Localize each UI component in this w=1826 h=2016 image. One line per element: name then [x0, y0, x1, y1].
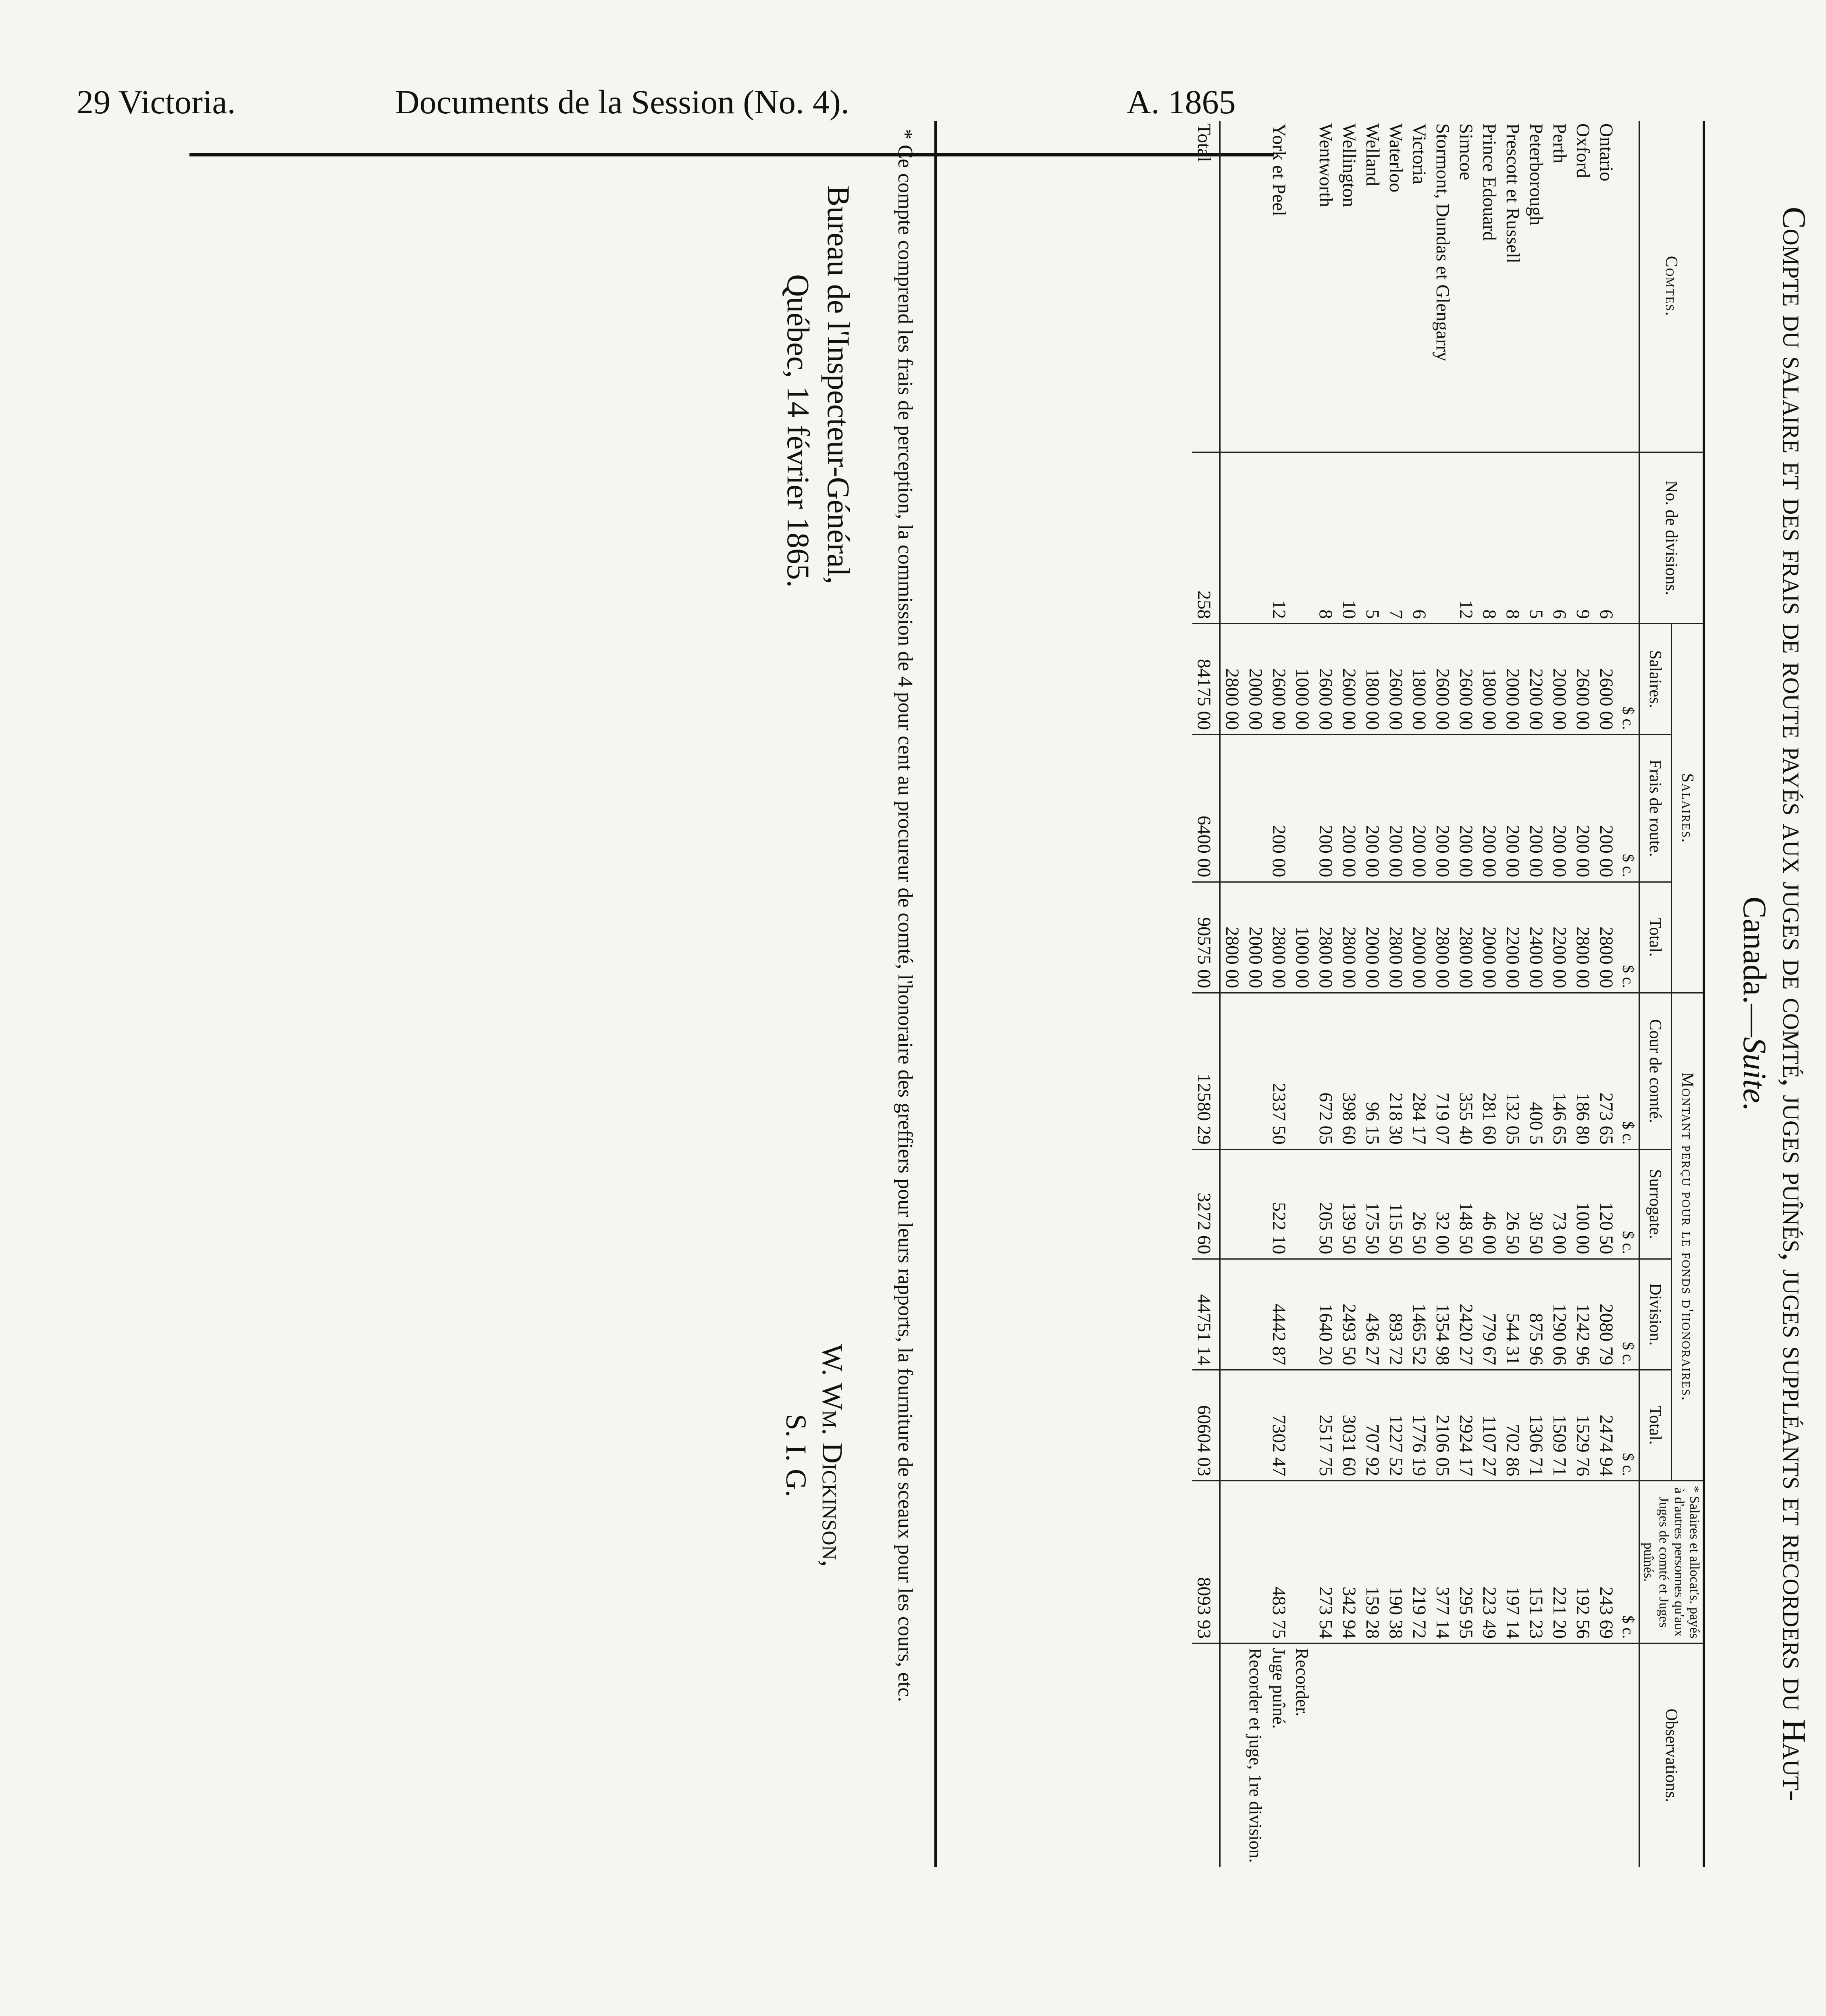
col-comtes: Comtes.	[1639, 121, 1703, 452]
cell-route: 200 00	[1478, 735, 1501, 882]
cell-div	[1244, 452, 1267, 624]
cell-sal: 1800 00	[1361, 624, 1384, 735]
total-row	[1192, 121, 1220, 1867]
unit-cell: $ c.	[1618, 1370, 1639, 1481]
cell-sal: 1800 00	[1478, 624, 1501, 735]
title-line-1: Compte du salaire et des frais de route payés aux juges de comté, juges puînés, juges suppléants et recorders du Haut-	[1776, 206, 1813, 1801]
cell-div: 5	[1524, 452, 1548, 624]
cell-route: 200 00	[1337, 735, 1361, 882]
table-row	[1478, 121, 1501, 1867]
total-route: 6400 00	[1192, 735, 1220, 882]
cell-county: Prescott et Russell	[1502, 123, 1523, 264]
unit-cell: $ c.	[1618, 1149, 1639, 1259]
col-group-montant: Montant perçu pour le fonds d'honoraires.	[1671, 993, 1703, 1481]
cell-cour: 96 15	[1361, 993, 1384, 1149]
cell-alloc	[1291, 1481, 1314, 1643]
cell-tsal: 2800 00	[1454, 882, 1478, 993]
cell-sal: 2000 00	[1244, 624, 1267, 735]
cell-tsal: 2000 00	[1361, 882, 1384, 993]
bureau-line-1: Bureau de l'Inspecteur-Général,	[821, 185, 856, 585]
cell-county: Ontario	[1596, 123, 1617, 181]
cell-surr: 30 50	[1524, 1149, 1548, 1259]
cell-sal: 1000 00	[1291, 624, 1314, 735]
cell-tmont: 3031 60	[1337, 1370, 1361, 1481]
cell-divn: 4442 87	[1267, 1259, 1291, 1370]
cell-tmont: 1529 76	[1571, 1370, 1595, 1481]
cell-alloc: 192 56	[1571, 1481, 1595, 1643]
table-row	[1384, 121, 1408, 1867]
total-label: Total	[1192, 121, 1220, 452]
cell-obs: Recorder.	[1291, 1643, 1314, 1867]
header-right: A. 1865	[1127, 83, 1236, 121]
total-tsal: 90575 00	[1192, 882, 1220, 993]
cell-tmont	[1291, 1370, 1314, 1481]
table-row	[1431, 121, 1454, 1867]
col-cour-comte: Cour de comté.	[1639, 993, 1672, 1149]
cell-surr	[1244, 1149, 1267, 1259]
cell-tmont	[1244, 1370, 1267, 1481]
col-group-salaires: Salaires.	[1671, 624, 1703, 993]
cell-alloc: 190 38	[1384, 1481, 1408, 1643]
unit-cell: $ c.	[1618, 993, 1639, 1149]
cell-sal: 2200 00	[1524, 624, 1548, 735]
cell-alloc: 159 28	[1361, 1481, 1384, 1643]
cell-div	[1431, 452, 1454, 624]
table-row	[1454, 121, 1478, 1867]
cell-route: 200 00	[1571, 735, 1595, 882]
cell-route: 200 00	[1548, 735, 1571, 882]
cell-sal: 2000 00	[1501, 624, 1524, 735]
cell-cour	[1291, 993, 1314, 1149]
cell-divn: 2420 27	[1454, 1259, 1478, 1370]
cell-tsal: 2800 00	[1571, 882, 1595, 993]
cell-route	[1244, 735, 1267, 882]
cell-tmont: 1776 19	[1408, 1370, 1431, 1481]
cell-divn: 893 72	[1384, 1259, 1408, 1370]
cell-tmont: 7302 47	[1267, 1370, 1291, 1481]
bureau-block	[778, 185, 859, 588]
unit-cell: $ c.	[1618, 882, 1639, 993]
cell-tsal: 2800 00	[1431, 882, 1454, 993]
cell-tmont: 1509 71	[1548, 1370, 1571, 1481]
title-line-2: Canada.—	[1737, 896, 1773, 1037]
col-frais-route: Frais de route.	[1639, 735, 1672, 882]
cell-divn	[1291, 1259, 1314, 1370]
cell-surr: 46 00	[1478, 1149, 1501, 1259]
cell-div: 8	[1501, 452, 1524, 624]
cell-cour: 719 07	[1431, 993, 1454, 1149]
col-divisions: No. de divisions.	[1639, 452, 1703, 624]
cell-route	[1220, 735, 1244, 882]
signature-block	[778, 1113, 851, 1798]
cell-tmont: 2106 05	[1431, 1370, 1454, 1481]
cell-divn: 1242 96	[1571, 1259, 1595, 1370]
cell-county: Oxford	[1572, 123, 1593, 178]
cell-obs	[1454, 1643, 1478, 1867]
cell-cour: 186 80	[1571, 993, 1595, 1149]
cell-tmont: 2474 94	[1595, 1370, 1618, 1481]
cell-county: Wentworth	[1315, 123, 1336, 207]
table-row	[1244, 121, 1267, 1867]
cell-surr: 139 50	[1337, 1149, 1361, 1259]
cell-cour: 281 60	[1478, 993, 1501, 1149]
cell-alloc: 151 23	[1524, 1481, 1548, 1643]
cell-surr: 26 50	[1408, 1149, 1431, 1259]
cell-sal: 2600 00	[1337, 624, 1361, 735]
total-div: 258	[1192, 452, 1220, 624]
cell-div: 8	[1478, 452, 1501, 624]
table-row	[1337, 121, 1361, 1867]
cell-cour: 218 30	[1384, 993, 1408, 1149]
cell-sal: 2600 00	[1595, 624, 1618, 735]
cell-surr: 175 50	[1361, 1149, 1384, 1259]
cell-tsal: 2200 00	[1501, 882, 1524, 993]
cell-sal: 2600 00	[1454, 624, 1478, 735]
cell-tsal: 2000 00	[1478, 882, 1501, 993]
cell-route: 200 00	[1595, 735, 1618, 882]
cell-tsal: 1000 00	[1291, 882, 1314, 993]
cell-divn: 436 27	[1361, 1259, 1384, 1370]
cell-route: 200 00	[1384, 735, 1408, 882]
cell-alloc: 223 49	[1478, 1481, 1501, 1643]
col-allocations: * Salaires et allocat's. payés à d'autres personnes qu'aux Juges de comté et Juges puînés.	[1639, 1481, 1703, 1643]
cell-alloc: 243 69	[1595, 1481, 1618, 1643]
cell-obs	[1408, 1643, 1431, 1867]
table-row	[1595, 121, 1618, 1867]
cell-route: 200 00	[1267, 735, 1291, 882]
cell-county: Waterloo	[1385, 123, 1406, 193]
cell-div: 6	[1595, 452, 1618, 624]
cell-surr: 100 00	[1571, 1149, 1595, 1259]
rotated-page-body	[738, 105, 1826, 1879]
total-sal: 84175 00	[1192, 624, 1220, 735]
table-row	[1548, 121, 1571, 1867]
cell-route: 200 00	[1408, 735, 1431, 882]
accounts-table-wrap	[934, 121, 1705, 1867]
cell-sal: 2000 00	[1548, 624, 1571, 735]
cell-county: Prince Edouard	[1479, 123, 1500, 241]
page-title	[1735, 137, 1814, 1871]
cell-obs	[1361, 1643, 1384, 1867]
cell-tsal: 2800 00	[1595, 882, 1618, 993]
cell-obs	[1337, 1643, 1361, 1867]
table-row	[1314, 121, 1337, 1867]
unit-cell: $ c.	[1618, 1259, 1639, 1370]
cell-obs	[1548, 1643, 1571, 1867]
title-suite: Suite.	[1737, 1037, 1773, 1112]
cell-div: 12	[1454, 452, 1478, 624]
cell-tmont: 1306 71	[1524, 1370, 1548, 1481]
cell-divn: 875 96	[1524, 1259, 1548, 1370]
cell-divn: 2080 79	[1595, 1259, 1618, 1370]
col-surrogate: Surrogate.	[1639, 1149, 1672, 1259]
cell-cour: 273 65	[1595, 993, 1618, 1149]
table-row	[1291, 121, 1314, 1867]
cell-county: Victoria	[1409, 123, 1430, 185]
signature-name: W. Wm. Dickinson,	[816, 1344, 849, 1567]
cell-sal: 2600 00	[1571, 624, 1595, 735]
cell-obs	[1501, 1643, 1524, 1867]
cell-surr: 522 10	[1267, 1149, 1291, 1259]
cell-tsal: 2800 00	[1314, 882, 1337, 993]
table-row	[1501, 121, 1524, 1867]
header-left: 29 Victoria.	[77, 83, 236, 121]
table-body	[1192, 121, 1639, 1867]
cell-tsal: 2000 00	[1244, 882, 1267, 993]
cell-alloc: 219 72	[1408, 1481, 1431, 1643]
cell-tsal: 2800 00	[1384, 882, 1408, 993]
cell-county: Wellington	[1339, 123, 1360, 207]
cell-alloc	[1220, 1481, 1244, 1643]
total-alloc: 8093 93	[1192, 1481, 1220, 1643]
cell-alloc	[1244, 1481, 1267, 1643]
table-row	[1361, 121, 1384, 1867]
cell-tsal: 2800 00	[1267, 882, 1291, 993]
cell-tsal: 2000 00	[1408, 882, 1431, 993]
cell-div: 10	[1337, 452, 1361, 624]
cell-route: 200 00	[1454, 735, 1478, 882]
table-row	[1571, 121, 1595, 1867]
cell-cour: 400 5	[1524, 993, 1548, 1149]
cell-obs	[1314, 1643, 1337, 1867]
cell-route: 200 00	[1431, 735, 1454, 882]
cell-obs	[1431, 1643, 1454, 1867]
cell-cour: 2337 50	[1267, 993, 1291, 1149]
cell-obs	[1524, 1643, 1548, 1867]
cell-sal: 2600 00	[1384, 624, 1408, 735]
cell-sal: 2600 00	[1267, 624, 1291, 735]
cell-surr: 120 50	[1595, 1149, 1618, 1259]
cell-cour: 146 65	[1548, 993, 1571, 1149]
cell-surr: 115 50	[1384, 1149, 1408, 1259]
cell-sal: 1800 00	[1408, 624, 1431, 735]
cell-route: 200 00	[1501, 735, 1524, 882]
cell-tsal: 2800 00	[1220, 882, 1244, 993]
col-division: Division.	[1639, 1259, 1672, 1370]
cell-div: 5	[1361, 452, 1384, 624]
cell-div: 6	[1408, 452, 1431, 624]
cell-route: 200 00	[1524, 735, 1548, 882]
cell-sal: 2600 00	[1431, 624, 1454, 735]
unit-cell: $ c.	[1618, 624, 1639, 735]
cell-surr: 26 50	[1501, 1149, 1524, 1259]
cell-surr: 148 50	[1454, 1149, 1478, 1259]
table-row	[1220, 121, 1244, 1867]
cell-tmont: 702 86	[1501, 1370, 1524, 1481]
cell-divn: 2493 50	[1337, 1259, 1361, 1370]
cell-cour: 398 60	[1337, 993, 1361, 1149]
cell-div	[1291, 452, 1314, 624]
cell-sal: 2600 00	[1314, 624, 1337, 735]
cell-alloc: 221 20	[1548, 1481, 1571, 1643]
cell-alloc: 377 14	[1431, 1481, 1454, 1643]
cell-cour: 284 17	[1408, 993, 1431, 1149]
cell-tmont: 2517 75	[1314, 1370, 1337, 1481]
cell-alloc: 197 14	[1501, 1481, 1524, 1643]
cell-div	[1220, 452, 1244, 624]
cell-div: 9	[1571, 452, 1595, 624]
cell-alloc: 342 94	[1337, 1481, 1361, 1643]
signature-title: S. I. G.	[780, 1414, 812, 1497]
cell-tsal: 2800 00	[1337, 882, 1361, 993]
table-row	[1524, 121, 1548, 1867]
cell-surr: 205 50	[1314, 1149, 1337, 1259]
cell-divn	[1220, 1259, 1244, 1370]
cell-divn: 1640 20	[1314, 1259, 1337, 1370]
cell-alloc: 273 54	[1314, 1481, 1337, 1643]
cell-divn: 544 31	[1501, 1259, 1524, 1370]
cell-county: Peterborough	[1526, 123, 1547, 226]
cell-cour	[1220, 993, 1244, 1149]
cell-cour: 355 40	[1454, 993, 1478, 1149]
cell-county	[1291, 121, 1314, 452]
cell-cour: 672 05	[1314, 993, 1337, 1149]
cell-county: Perth	[1549, 123, 1570, 164]
cell-divn: 1290 06	[1548, 1259, 1571, 1370]
cell-county	[1244, 121, 1267, 452]
cell-obs	[1571, 1643, 1595, 1867]
cell-cour	[1244, 993, 1267, 1149]
cell-tsal: 2400 00	[1524, 882, 1548, 993]
cell-divn: 1465 52	[1408, 1259, 1431, 1370]
cell-county: Simcoe	[1456, 123, 1477, 180]
cell-county: Welland	[1362, 123, 1383, 186]
cell-obs	[1478, 1643, 1501, 1867]
cell-route	[1291, 735, 1314, 882]
total-divn: 44751 14	[1192, 1259, 1220, 1370]
cell-obs: Juge puîné.	[1267, 1643, 1291, 1867]
cell-tmont: 2924 17	[1454, 1370, 1478, 1481]
cell-county: Stormont, Dundas et Glengarry	[1432, 123, 1453, 362]
col-total-montant: Total.	[1639, 1370, 1672, 1481]
cell-obs	[1595, 1643, 1618, 1867]
cell-county	[1220, 121, 1244, 452]
footnote: * Ce compte comprend les frais de perception, la commission de 4 pour cent au procureur de comté, l'honoraire des greffiers pour leurs rapports, la fourniture de sceaux pour les cours, etc.	[894, 129, 917, 1702]
cell-tsal: 2200 00	[1548, 882, 1571, 993]
cell-surr	[1220, 1149, 1244, 1259]
cell-tmont: 1107 27	[1478, 1370, 1501, 1481]
cell-surr: 32 00	[1431, 1149, 1454, 1259]
cell-obs	[1384, 1643, 1408, 1867]
cell-divn: 779 67	[1478, 1259, 1501, 1370]
cell-obs	[1220, 1643, 1244, 1867]
cell-route: 200 00	[1361, 735, 1384, 882]
cell-div: 7	[1384, 452, 1408, 624]
cell-obs: Recorder et juge, 1re division.	[1244, 1643, 1267, 1867]
cell-divn	[1244, 1259, 1267, 1370]
cell-alloc: 483 75	[1267, 1481, 1291, 1643]
unit-row	[1618, 121, 1639, 1867]
total-tmont: 60604 03	[1192, 1370, 1220, 1481]
cell-surr: 73 00	[1548, 1149, 1571, 1259]
accounts-table	[1192, 121, 1703, 1867]
col-salaires: Salaires.	[1639, 624, 1672, 735]
cell-divn: 1354 98	[1431, 1259, 1454, 1370]
cell-div: 8	[1314, 452, 1337, 624]
cell-alloc: 295 95	[1454, 1481, 1478, 1643]
unit-cell: $ c.	[1618, 735, 1639, 882]
total-cour: 12580 29	[1192, 993, 1220, 1149]
cell-route: 200 00	[1314, 735, 1337, 882]
bureau-line-2: Québec, 14 février 1865.	[781, 274, 816, 588]
col-observations: Observations.	[1639, 1643, 1703, 1867]
cell-div: 6	[1548, 452, 1571, 624]
cell-tmont: 1227 52	[1384, 1370, 1408, 1481]
table-row	[1408, 121, 1431, 1867]
cell-tmont	[1220, 1370, 1244, 1481]
cell-county: York et Peel	[1269, 123, 1289, 217]
total-surr: 3272 60	[1192, 1149, 1220, 1259]
col-total-salaires: Total.	[1639, 882, 1672, 993]
unit-cell: $ c.	[1618, 1481, 1639, 1643]
cell-cour: 132 05	[1501, 993, 1524, 1149]
cell-sal: 2800 00	[1220, 624, 1244, 735]
header-center: Documents de la Session (No. 4).	[395, 83, 849, 121]
table-row	[1267, 121, 1291, 1867]
cell-div: 12	[1267, 452, 1291, 624]
cell-surr	[1291, 1149, 1314, 1259]
cell-tmont: 707 92	[1361, 1370, 1384, 1481]
